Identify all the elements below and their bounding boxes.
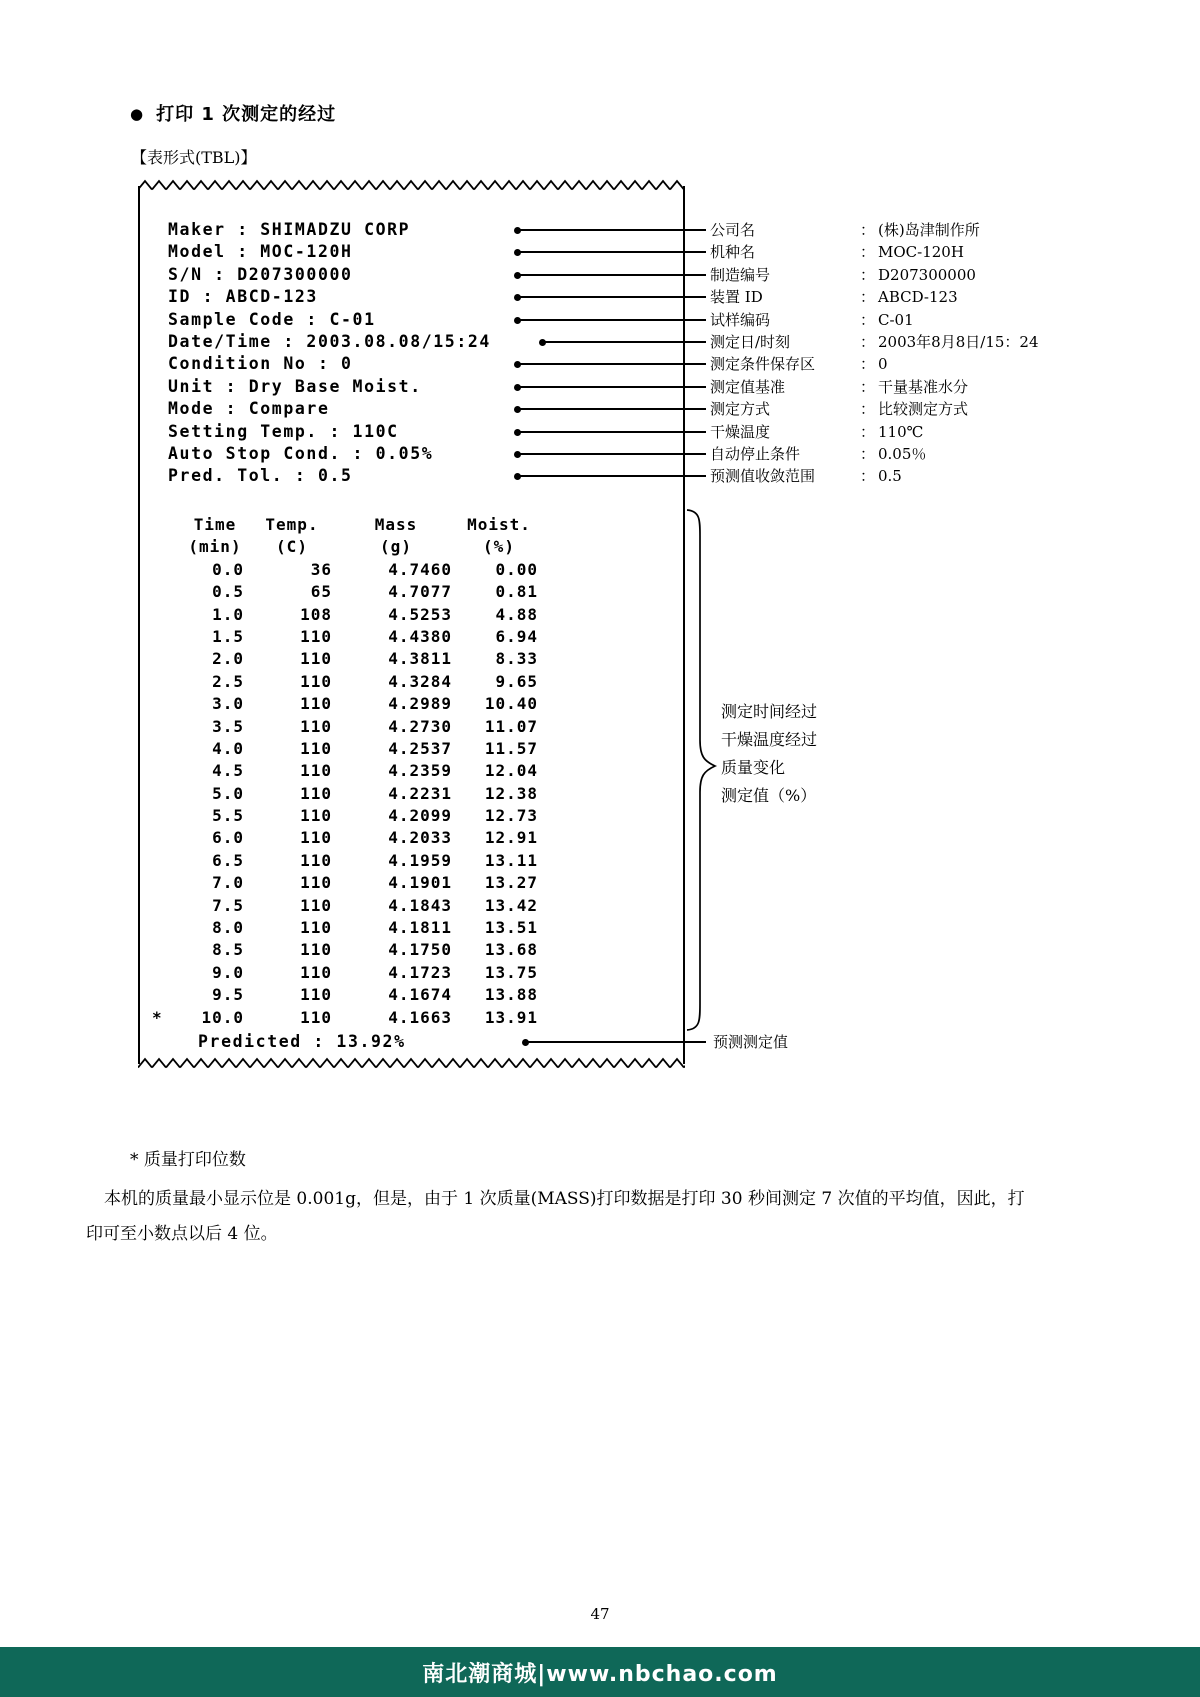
bullet-icon: ● [130, 105, 145, 123]
table-cell [148, 783, 182, 805]
table-cell: 9.0 [212, 962, 244, 982]
annotation-colon: ： [860, 310, 876, 329]
annotation-label: 测定日/时刻 [710, 332, 791, 351]
table-cell: 4.2359 [388, 761, 452, 781]
annotation-value: ABCD-123 [878, 288, 958, 307]
table-cell [148, 671, 182, 693]
table-cell: 8.0 [212, 918, 244, 938]
table-cell: 6.5 [212, 850, 244, 870]
table-cell: 110 [300, 850, 332, 870]
footer-banner [0, 1647, 1200, 1697]
table-cell: 110 [300, 626, 332, 646]
table-cell: 110 [300, 783, 332, 803]
annotation-colon: ： [860, 221, 876, 239]
table-header-cell: (min) [188, 537, 242, 557]
bracket-annotations [721, 698, 817, 810]
table-cell: 110 [300, 895, 332, 915]
receipt-line: Sample Code : C-01 [168, 309, 376, 329]
bracket-line: 测定值（%） [721, 786, 817, 805]
table-cell: 4.2989 [388, 694, 452, 714]
annotation-colon: ： [860, 243, 876, 262]
receipt-line: ID : ABCD-123 [168, 287, 318, 307]
table-cell: 4.1663 [388, 1007, 452, 1027]
annotation-colon: ： [860, 467, 876, 486]
table-cell: 13.68 [484, 940, 538, 960]
table-cell: 8.5 [212, 940, 244, 960]
table-cell [148, 917, 182, 939]
table-cell: 65 [310, 582, 332, 602]
table-header-cell: Time [193, 515, 237, 534]
leader-line [545, 341, 706, 343]
table-cell: 110 [300, 738, 332, 758]
table-cell: 4.1750 [388, 940, 452, 960]
table-cell: 12.04 [484, 761, 538, 781]
table-cell [148, 939, 182, 961]
annotation-label: 自动停止条件 [710, 444, 801, 463]
section-heading-text: 打印 1 次测定的经过 [156, 104, 337, 125]
annotation-row [710, 421, 1039, 443]
table-cell: 13.51 [484, 918, 538, 938]
annotation-value: 比较测定方式 [878, 400, 969, 419]
receipt-line: Maker : SHIMADZU CORP [168, 220, 411, 239]
footer-text: 南北潮商城|www.nbchao.com [422, 1661, 778, 1687]
table-cell: 1.5 [212, 626, 244, 646]
table-cell: 13.11 [484, 850, 538, 870]
table-cell: 110 [300, 962, 332, 982]
annotation-label: 装置 ID [710, 288, 763, 307]
table-cell: 13.75 [484, 962, 538, 982]
table-cell [148, 581, 182, 603]
table-header-cell: (C) [276, 537, 308, 557]
table-header-cell: Moist. [467, 515, 531, 534]
table-cell [148, 850, 182, 872]
table-cell: 3.0 [212, 694, 244, 714]
table-cell: 4.1901 [388, 873, 452, 893]
table-header-cell [148, 536, 182, 558]
annotation-label: 测定方式 [710, 400, 771, 419]
receipt-line: Mode : Compare [168, 399, 330, 419]
leader-line [520, 296, 706, 298]
leader-line [520, 319, 706, 321]
annotation-list [710, 219, 1039, 488]
table-cell: 4.7077 [388, 582, 452, 602]
annotation-row [710, 353, 1039, 375]
table-cell: 110 [300, 940, 332, 960]
table-cell: 2.5 [212, 671, 244, 691]
table-cell [148, 895, 182, 917]
annotation-row [710, 443, 1039, 465]
table-cell [148, 559, 182, 581]
table-cell [148, 648, 182, 670]
annotation-colon: ： [860, 377, 876, 396]
table-cell: 10.40 [484, 694, 538, 714]
table-cell: 6.94 [495, 626, 538, 646]
table-cell: 7.0 [212, 873, 244, 893]
annotation-value: 2003年8月8日/15：24 [878, 332, 1039, 351]
annotation-label: 预测值收敛范围 [710, 467, 816, 486]
table-cell: 0.00 [495, 559, 538, 579]
bracket-line: 干燥温度经过 [721, 730, 818, 749]
table-cell [148, 984, 182, 1006]
annotation-value: 110℃ [878, 422, 924, 441]
annotation-label: 公司名 [710, 221, 756, 239]
annotation-colon: ： [860, 288, 876, 307]
annotation-colon: ： [860, 355, 876, 374]
table-cell: 4.5253 [388, 604, 452, 624]
table-cell: 110 [300, 918, 332, 938]
table-cell: 12.91 [484, 828, 538, 848]
table-cell: 4.2231 [388, 783, 452, 803]
annotation-label: 机种名 [710, 243, 756, 262]
table-cell [148, 872, 182, 894]
annotation-colon: ： [860, 332, 876, 351]
annotation-row [710, 376, 1039, 398]
receipt-line: Setting Temp. : 110C [168, 421, 399, 441]
annotation-row [710, 264, 1039, 286]
table-cell [148, 760, 182, 782]
table-cell: 4.2033 [388, 828, 452, 848]
table-cell: 3.5 [212, 716, 244, 736]
annotation-label: 制造编号 [710, 265, 771, 284]
table-cell: 12.73 [484, 806, 538, 826]
table-cell: 1.0 [212, 604, 244, 624]
table-cell: 0.5 [212, 582, 244, 602]
table-cell: 4.7460 [388, 559, 452, 579]
receipt-line: Unit : Dry Base Moist. [168, 376, 422, 396]
table-cell: 0.81 [495, 582, 538, 602]
table-header-cell: (%) [483, 537, 515, 557]
table-cell: 13.91 [484, 1007, 538, 1027]
table-cell: 4.2537 [388, 738, 452, 758]
table-cell: 10.0 [201, 1007, 244, 1027]
table-cell: 5.0 [212, 783, 244, 803]
table-cell: 110 [300, 761, 332, 781]
table-cell: 4.4380 [388, 626, 452, 646]
leader-line [520, 453, 706, 455]
annotation-value: D207300000 [878, 265, 976, 284]
receipt-line: Date/Time : 2003.08.08/15:24 [168, 332, 491, 352]
receipt-predicted-line: Predicted : 13.92% [198, 1032, 406, 1051]
annotation-row [710, 286, 1039, 308]
receipt-table [148, 514, 542, 1029]
annotation-value: 0.5 [878, 467, 902, 486]
leader-line [520, 251, 706, 253]
table-cell: 4.1674 [388, 985, 452, 1005]
receipt-line: Condition No : 0 [168, 354, 353, 374]
annotation-label: 干燥温度 [710, 422, 771, 441]
format-label: 【表形式(TBL)】 [131, 148, 257, 167]
table-cell: 110 [300, 873, 332, 893]
table-cell [148, 716, 182, 738]
annotation-label: 测定值基准 [710, 377, 786, 396]
annotation-row [710, 465, 1039, 487]
annotation-colon: ： [860, 400, 876, 419]
table-cell: 4.88 [495, 604, 538, 624]
annotation-row [710, 309, 1039, 331]
table-cell: 4.0 [212, 738, 244, 758]
annotation-colon: ： [860, 422, 876, 441]
table-cell: 9.65 [495, 671, 538, 691]
table-header-cell [148, 514, 182, 536]
annotation-row [710, 398, 1039, 420]
table-cell: 12.38 [484, 783, 538, 803]
predicted-annotation: 预测测定值 [713, 1033, 789, 1051]
table-cell [148, 693, 182, 715]
annotation-value: (株)岛津制作所 [878, 221, 980, 239]
annotation-colon: ： [860, 444, 876, 463]
table-cell: * [152, 1007, 163, 1027]
table-cell: 13.88 [484, 985, 538, 1005]
table-cell: 36 [310, 559, 332, 579]
table-cell: 4.2099 [388, 806, 452, 826]
receipt-line: Pred. Tol. : 0.5 [168, 466, 353, 486]
leader-line [520, 408, 706, 410]
leader-line [528, 1041, 706, 1043]
table-cell: 7.5 [212, 895, 244, 915]
table-cell: 9.5 [212, 985, 244, 1005]
table-cell: 108 [300, 604, 332, 624]
table-cell: 110 [300, 649, 332, 669]
bracket-line: 测定时间经过 [721, 702, 818, 721]
leader-line [520, 431, 706, 433]
footnote-paragraph: 本机的质量最小显示位是 0.001g，但是，由于 1 次质量(MASS)打印数据是打印 30 秒间测定 7 次值的平均值，因此，打印可至小数点以后 4 位。 [86, 1189, 1025, 1244]
table-cell: 110 [300, 806, 332, 826]
table-cell: 110 [300, 828, 332, 848]
page-number: 47 [590, 1605, 610, 1623]
table-cell: 5.5 [212, 806, 244, 826]
annotation-row [710, 241, 1039, 263]
annotation-value: C-01 [878, 310, 914, 329]
table-cell: 11.57 [484, 738, 538, 758]
table-cell: 4.1811 [388, 918, 452, 938]
table-cell: 11.07 [484, 716, 538, 736]
table-cell: 110 [300, 694, 332, 714]
table-cell: 4.3284 [388, 671, 452, 691]
table-group-bracket-icon [684, 508, 718, 1032]
table-cell: 4.2730 [388, 716, 452, 736]
table-cell: 13.42 [484, 895, 538, 915]
receipt-torn-edge-bottom-icon [138, 1057, 685, 1069]
leader-line [520, 274, 706, 276]
receipt-header-lines [168, 219, 491, 488]
annotation-value: 干量基准水分 [878, 377, 969, 396]
table-cell: 4.3811 [388, 649, 452, 669]
table-cell: 110 [300, 716, 332, 736]
table-cell: 13.27 [484, 873, 538, 893]
leader-line [520, 229, 706, 231]
annotation-value: 0.05％ [878, 444, 927, 463]
receipt-line: Model : MOC-120H [168, 242, 353, 262]
bracket-line: 质量变化 [721, 758, 786, 777]
receipt-printout [138, 186, 685, 1064]
annotation-label: 试样编码 [710, 310, 771, 329]
annotation-value: 0 [878, 355, 888, 374]
table-cell: 110 [300, 671, 332, 691]
annotation-label: 测定条件保存区 [710, 355, 816, 374]
footnote-title: * 质量打印位数 [130, 1150, 246, 1170]
table-cell: 4.1843 [388, 895, 452, 915]
table-cell [148, 827, 182, 849]
table-cell: 110 [300, 985, 332, 1005]
table-header-cell: Mass [374, 515, 418, 534]
table-cell: 4.5 [212, 761, 244, 781]
table-cell: 110 [300, 1007, 332, 1027]
annotation-value: MOC-120H [878, 243, 964, 262]
annotation-colon: ： [860, 265, 876, 284]
table-cell [148, 805, 182, 827]
annotation-row [710, 331, 1039, 353]
table-cell: 2.0 [212, 649, 244, 669]
table-cell: 4.1959 [388, 850, 452, 870]
table-cell: 6.0 [212, 828, 244, 848]
table-cell: 8.33 [495, 649, 538, 669]
table-cell: 0.0 [212, 559, 244, 579]
receipt-line: S/N : D207300000 [168, 264, 353, 284]
table-cell: 4.1723 [388, 962, 452, 982]
table-cell [148, 626, 182, 648]
leader-line [520, 475, 706, 477]
leader-line [520, 363, 706, 365]
table-cell [148, 738, 182, 760]
table-header-cell: (g) [380, 537, 412, 557]
receipt-line: Auto Stop Cond. : 0.05% [168, 444, 434, 464]
table-header-cell: Temp. [265, 515, 319, 534]
leader-line [520, 386, 706, 388]
annotation-row [710, 219, 1039, 241]
section-heading [130, 100, 336, 126]
table-cell [148, 962, 182, 984]
table-cell [148, 604, 182, 626]
